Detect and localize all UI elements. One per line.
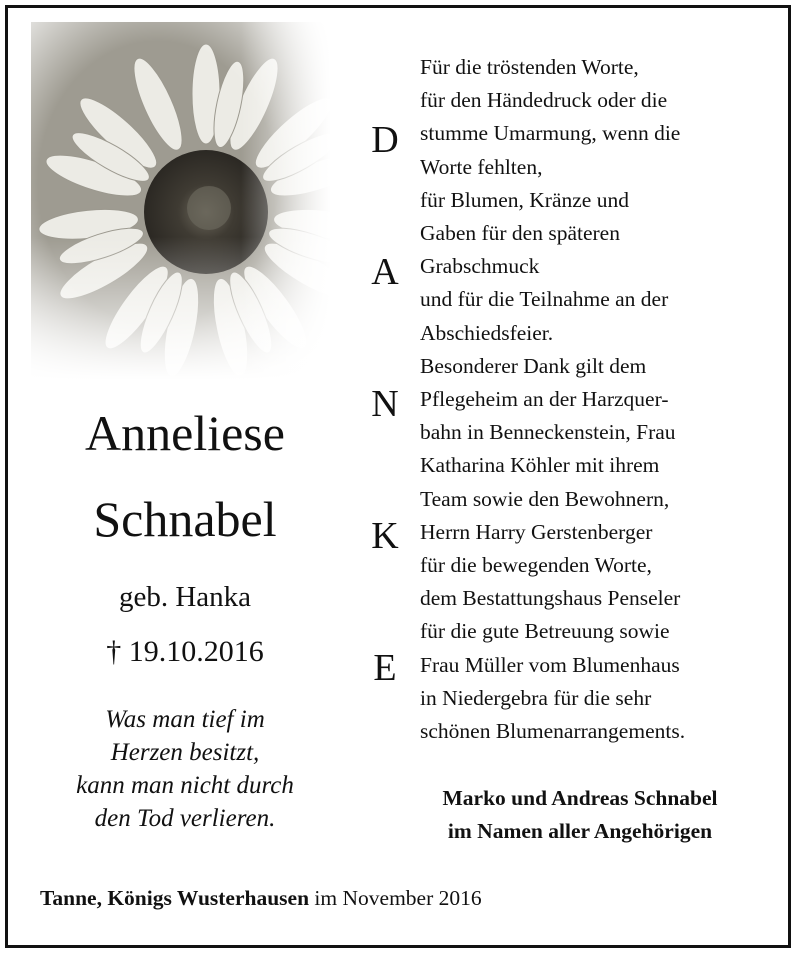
danke-letter: K bbox=[371, 515, 399, 557]
danke-letter: D bbox=[371, 119, 399, 161]
footer-date: im November 2016 bbox=[314, 886, 482, 910]
footer-place: Tanne, Königs Wusterhausen bbox=[40, 886, 310, 910]
danke-letter: N bbox=[371, 383, 399, 425]
footer bbox=[40, 886, 482, 911]
deceased-last-name: Schnabel bbox=[93, 491, 277, 547]
danke-letter: E bbox=[373, 647, 397, 689]
memorial-quote: Was man tief im Herzen besitzt, kann man nicht durch den Tod verlieren. bbox=[76, 706, 294, 832]
sunflower-photo bbox=[31, 22, 331, 380]
danke-letter: A bbox=[371, 251, 399, 293]
deceased-first-name: Anneliese bbox=[85, 405, 285, 461]
birth-name: geb. Hanka bbox=[118, 581, 252, 613]
signature: Marko und Andreas Schnabel im Namen aller Angehörigen bbox=[442, 786, 718, 843]
thanks-text: Für die tröstenden Worte, für den Händedruck oder die stumme Umarmung, wenn die Worte fehlten, für Blumen, Kränze und Gaben für den späteren Grabschmuck und für die Teilnahme an der Abschiedsfeier. Besonderer Dank gilt dem Pflegeheim an der Harzquer- bahn in Benneckenstein, Frau Katharina Köhler mit ihrem Team sowie den Bewohnern, Herrn Harry Gerstenberger für die bewegenden Worte, dem Bestattungshaus Penseler für die gute Betreuung sowie Frau Müller vom Blumenhaus in Niedergebra für die sehr schönen Blumenarrangements. bbox=[420, 55, 686, 744]
death-date: † 19.10.2016 bbox=[106, 635, 264, 668]
